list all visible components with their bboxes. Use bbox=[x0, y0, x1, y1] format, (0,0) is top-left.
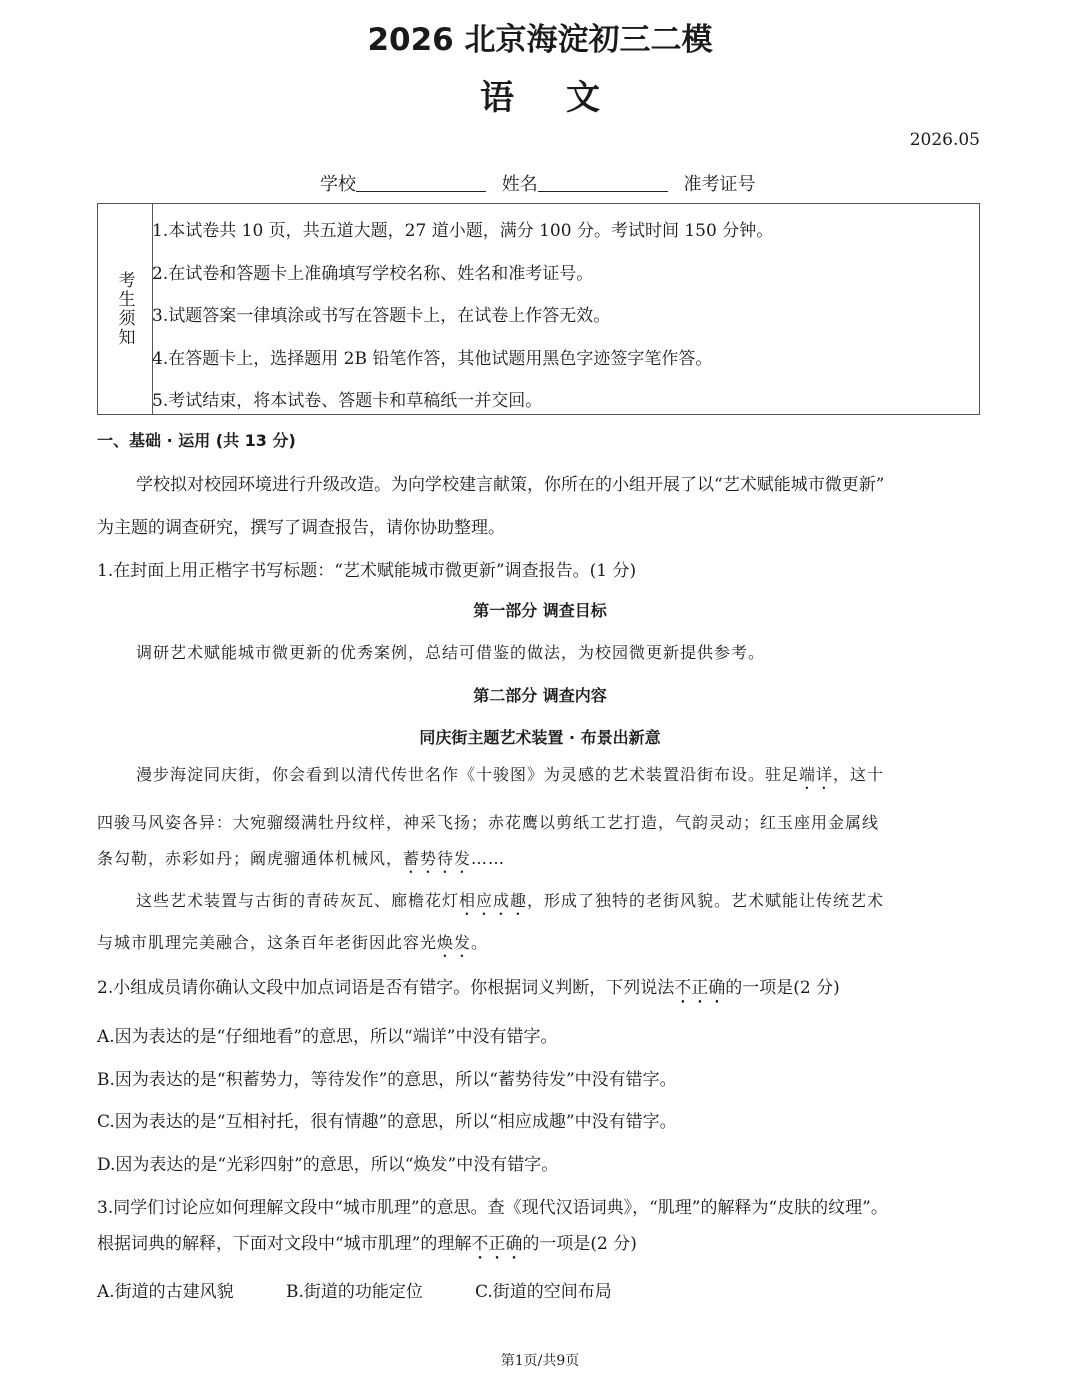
option-b: B.因为表达的是“积蓄势力，等待发作”的意思，所以“蓄势待发”中没有错字。 bbox=[97, 1070, 677, 1090]
question-1: 1.在封面上用正楷字书写标题：“艺术赋能城市微更新”调查报告。(1 分) bbox=[97, 561, 637, 581]
school-label: 学校 bbox=[320, 174, 356, 195]
dotted-word: 焕发 bbox=[437, 933, 472, 952]
notice-item: 2.在试卷和答题卡上准确填写学校名称、姓名和准考证号。 bbox=[152, 264, 594, 284]
option-a: A.街道的古建风貌 bbox=[97, 1282, 234, 1302]
notice-item: 3.试题答案一律填涂或书写在答题卡上，在试卷上作答无效。 bbox=[152, 306, 611, 326]
emphasis-text: 不正确 bbox=[471, 1234, 523, 1254]
article-line: 条勾勒，赤彩如丹；阚虎骝通体机械风，蓄势待发…… bbox=[97, 849, 506, 868]
page-footer: 第1页/共9页 bbox=[500, 1353, 580, 1369]
part1-text: 调研艺术赋能城市微更新的优秀案例，总结可借鉴的做法，为校园微更新提供参考。 bbox=[136, 643, 766, 662]
exam-title: 2026 北京海淀初三二模 bbox=[367, 22, 713, 58]
notice-heading: 考生须知 bbox=[114, 271, 135, 347]
notice-item: 4.在答题卡上，选择题用 2B 铅笔作答，其他试题用黑色字迹签字笔作答。 bbox=[152, 349, 713, 369]
option-a: A.因为表达的是“仔细地看”的意思，所以“端详”中没有错字。 bbox=[97, 1027, 558, 1047]
article-line: 漫步海淀同庆街，你会看到以清代传世名作《十骏图》为灵感的艺术装置沿街布设。驻足端详，这十 bbox=[136, 765, 885, 784]
question-3-line: 3.同学们讨论应如何理解文段中“城市肌理”的意思。查《现代汉语词典》，“肌理”的解释为“皮肤的纹理”。 bbox=[97, 1198, 888, 1218]
article-line: 与城市肌理完美融合，这条百年老街因此容光焕发。 bbox=[97, 933, 489, 952]
intro-line: 为主题的调查研究，撰写了调查报告，请你协助整理。 bbox=[97, 518, 505, 538]
part1-title: 第一部分 调查目标 bbox=[473, 601, 607, 620]
article-line: 四骏马风姿各异：大宛骝缀满牡丹纹样，神采飞扬；赤花鹰以剪纸工艺打造，气韵灵动；红玉座用金属线 bbox=[97, 813, 880, 832]
school-blank bbox=[356, 173, 486, 192]
exam-date: 2026.05 bbox=[909, 130, 980, 150]
intro-line: 学校拟对校园环境进行升级改造。为向学校建言献策，你所在的小组开展了以“艺术赋能城市微更新” bbox=[136, 475, 885, 495]
question-2: 2.小组成员请你确认文段中加点词语是否有错字。你根据词义判断，下列说法不正确的一项是(2 分) bbox=[97, 978, 840, 998]
option-b: B.街道的功能定位 bbox=[286, 1282, 423, 1302]
subject-title: 语文 bbox=[480, 78, 652, 118]
dotted-word: 端详 bbox=[799, 765, 834, 784]
option-c: C.街道的空间布局 bbox=[475, 1282, 612, 1302]
id-label: 准考证号 bbox=[683, 174, 756, 195]
notice-item: 5.考试结束，将本试卷、答题卡和草稿纸一并交回。 bbox=[152, 391, 543, 411]
name-blank bbox=[538, 173, 668, 192]
article-line: 这些艺术装置与古街的青砖灰瓦、廊檐花灯相应成趣，形成了独特的老街风貌。艺术赋能让传统艺术 bbox=[136, 891, 885, 910]
name-label: 姓名 bbox=[501, 174, 538, 195]
dotted-word: 相应成趣 bbox=[459, 891, 528, 910]
emphasis-text: 不正确 bbox=[674, 978, 726, 998]
candidate-fields bbox=[320, 170, 755, 196]
notice-item: 1.本试卷共 10 页，共五道大题，27 道小题，满分 100 分。考试时间 150 分钟。 bbox=[152, 221, 774, 241]
notice-heading-cell bbox=[98, 204, 153, 414]
section-heading: 一、基础 · 运用 (共 13 分) bbox=[97, 431, 296, 450]
dotted-word: 蓄势待发 bbox=[403, 849, 472, 868]
option-d: D.因为表达的是“光彩四射”的意思，所以“焕发”中没有错字。 bbox=[97, 1155, 559, 1175]
candidate-notice-box bbox=[97, 203, 980, 415]
article-subtitle: 同庆街主题艺术装置 · 布景出新意 bbox=[419, 728, 661, 747]
option-c: C.因为表达的是“互相衬托，很有情趣”的意思，所以“相应成趣”中没有错字。 bbox=[97, 1112, 677, 1132]
part2-title: 第二部分 调查内容 bbox=[473, 686, 607, 705]
question-3-line: 根据词典的解释，下面对文段中“城市肌理”的理解不正确的一项是(2 分) bbox=[97, 1234, 637, 1254]
